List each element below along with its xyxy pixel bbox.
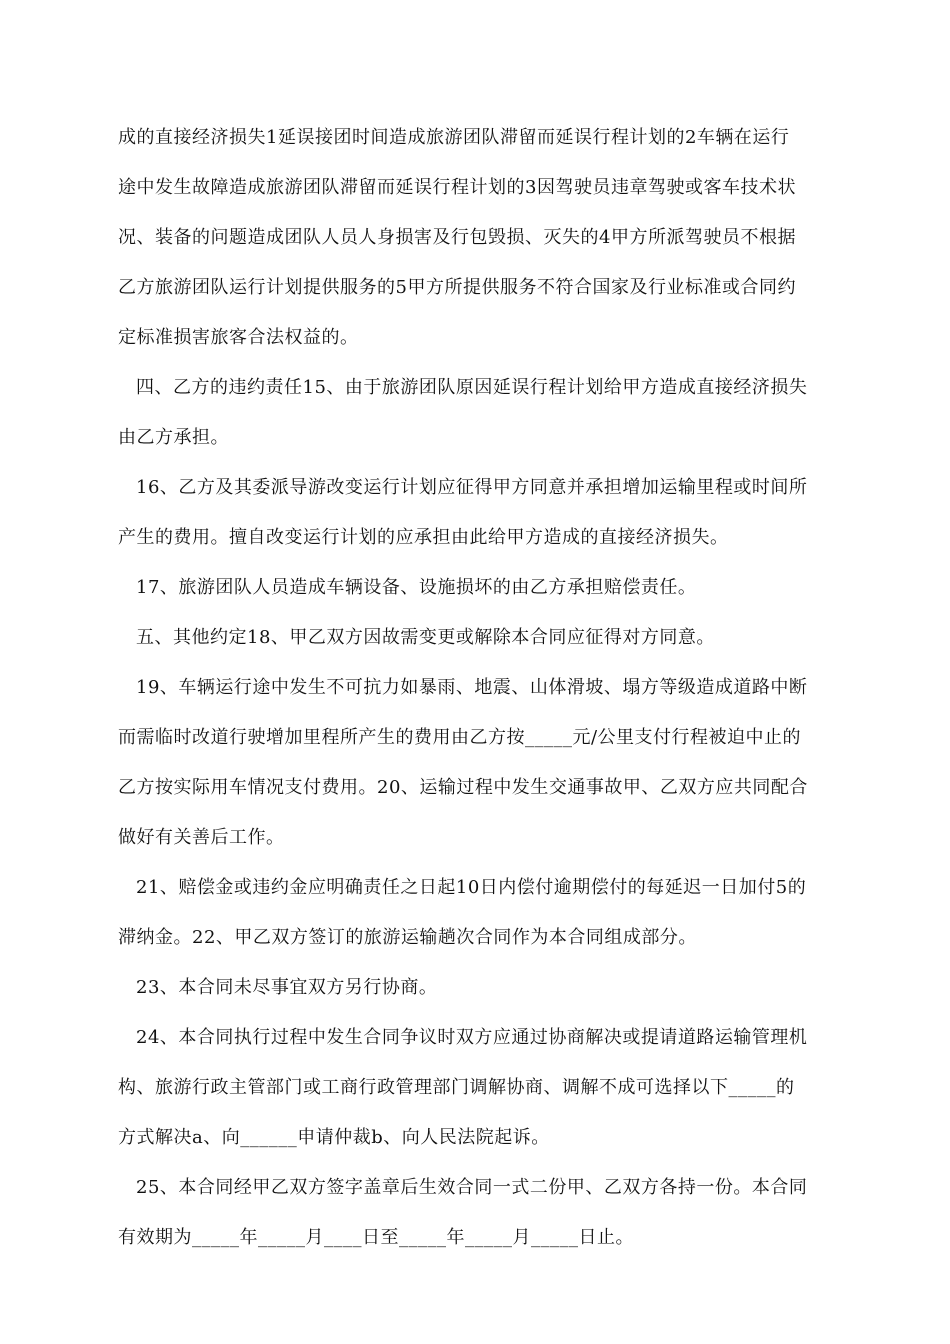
text-line: 乙方旅游团队运行计划提供服务的5甲方所提供服务不符合国家及行业标准或合同约 [118, 277, 796, 298]
text-line: 产生的费用。擅自改变运行计划的应承担由此给甲方造成的直接经济损失。 [118, 527, 729, 548]
clause-line: 23、本合同未尽事宜双方另行协商。 [136, 977, 438, 998]
clause-line: 24、本合同执行过程中发生合同争议时双方应通过协商解决或提请道路运输管理机 [136, 1027, 808, 1048]
clause-line: 19、车辆运行途中发生不可抗力如暴雨、地震、山体滑坡、塌方等级造成道路中断 [136, 677, 808, 698]
section-heading-line: 四、乙方的违约责任15、由于旅游团队原因延误行程计划给甲方造成直接经济损失 [136, 377, 808, 398]
text-line: 做好有关善后工作。 [118, 827, 285, 848]
section-heading-line: 五、其他约定18、甲乙双方因故需变更或解除本合同应征得对方同意。 [136, 627, 715, 648]
text-line: 构、旅游行政主管部门或工商行政管理部门调解协商、调解不成可选择以下_____的 [118, 1077, 795, 1098]
text-line: 成的直接经济损失1延误接团时间造成旅游团队滞留而延误行程计划的2车辆在运行 [118, 127, 790, 148]
text-line: 由乙方承担。 [118, 427, 229, 448]
text-line: 而需临时改道行驶增加里程所产生的费用由乙方按_____元/公里支付行程被迫中止的 [118, 727, 802, 748]
clause-line: 21、赔偿金或违约金应明确责任之日起10日内偿付逾期偿付的每延迟一日加付5的 [136, 877, 807, 898]
text-line: 途中发生故障造成旅游团队滞留而延误行程计划的3因驾驶员违章驾驶或客车技术状 [118, 177, 796, 198]
text-line: 方式解决a、向______申请仲裁b、向人民法院起诉。 [118, 1127, 550, 1148]
text-line: 况、装备的问题造成团队人员人身损害及行包毁损、灭失的4甲方所派驾驶员不根据 [118, 227, 796, 248]
clause-line: 17、旅游团队人员造成车辆设备、设施损坏的由乙方承担赔偿责任。 [136, 577, 697, 598]
text-line: 乙方按实际用车情况支付费用。20、运输过程中发生交通事故甲、乙双方应共同配合 [118, 777, 808, 798]
clause-line: 16、乙方及其委派导游改变运行计划应征得甲方同意并承担增加运输里程或时间所 [136, 477, 808, 498]
text-line: 有效期为_____年_____月____日至_____年_____月_____日止。 [118, 1227, 634, 1248]
text-line: 滞纳金。22、甲乙双方签订的旅游运输趟次合同作为本合同组成部分。 [118, 927, 697, 948]
clause-line: 25、本合同经甲乙双方签字盖章后生效合同一式二份甲、乙双方各持一份。本合同 [136, 1177, 808, 1198]
text-line: 定标准损害旅客合法权益的。 [118, 327, 359, 348]
